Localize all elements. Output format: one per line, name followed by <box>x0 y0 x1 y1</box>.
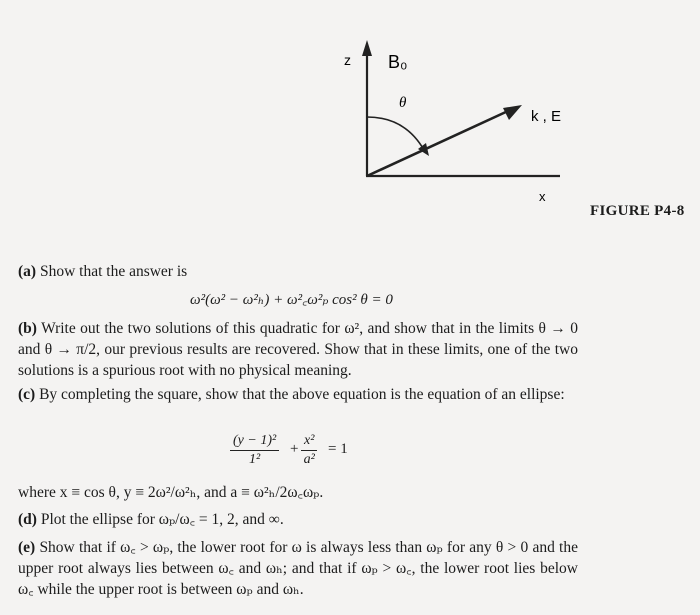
part-e-text: Show that if ω꜀ > ωₚ, the lower root for ω is always less than ωₚ for any θ > 0 and the upper root always lies between ω꜀ and ωₕ; and that if ωₚ > ω꜀, the lower root lies below ω꜀ while the upper root is between ωₚ and ωₕ. <box>18 539 578 598</box>
part-a-text: Show that the answer is <box>39 263 188 280</box>
angle-label: θ <box>399 95 407 111</box>
part-d <box>18 509 578 530</box>
plus-sign: + <box>290 441 299 457</box>
part-d-text: Plot the ellipse for ωₚ/ω꜀ = 1, 2, and ∞. <box>40 511 284 528</box>
part-c <box>18 384 578 405</box>
x-axis-label: x <box>539 189 546 204</box>
fraction-y-denominator: 1² <box>248 452 261 467</box>
fraction-x-denominator: a² <box>303 452 315 467</box>
figure-caption: FIGURE P4-8 <box>590 203 685 219</box>
dispersion-equation: ω²(ω² − ω²ₕ) + ω²꜀ω²ₚ cos² θ = 0 <box>190 292 393 308</box>
z-axis-label: z <box>344 52 351 68</box>
k-vector-arrowhead <box>503 105 522 120</box>
fraction-y-numerator: (y − 1)² <box>230 432 279 451</box>
angle-arc-arrowhead <box>418 143 429 156</box>
part-b-tag: (b) <box>18 320 37 337</box>
fraction-x-numerator: x² <box>301 432 317 451</box>
angle-arc <box>367 117 424 150</box>
ellipse-fraction-x <box>301 432 317 469</box>
ellipse-fraction-y <box>230 432 279 469</box>
part-e-tag: (e) <box>18 539 36 556</box>
part-c-tag: (c) <box>18 386 36 403</box>
part-a <box>18 261 578 282</box>
part-c-text: By completing the square, show that the above equation is the equation of an ellipse: <box>39 386 565 403</box>
z-axis-arrowhead <box>362 40 372 56</box>
vector-label: k , E <box>531 108 562 125</box>
field-label: B₀ <box>388 52 408 72</box>
part-e <box>18 537 578 600</box>
part-b <box>18 318 578 381</box>
part-b-text: Write out the two solutions of this quadratic for ω², and show that in the limits θ → 0 and θ → π/2, our previous results are recovered. Show that in these limits, one of the two solutions is a spurious root with no physical meaning. <box>18 320 578 379</box>
part-d-tag: (d) <box>18 511 37 528</box>
equals-one: = 1 <box>328 441 348 457</box>
ellipse-definitions: where x ≡ cos θ, y ≡ 2ω²/ω²ₕ, and a ≡ ω²ₕ/2ω꜀ωₚ. <box>18 484 324 501</box>
part-a-tag: (a) <box>18 263 37 280</box>
